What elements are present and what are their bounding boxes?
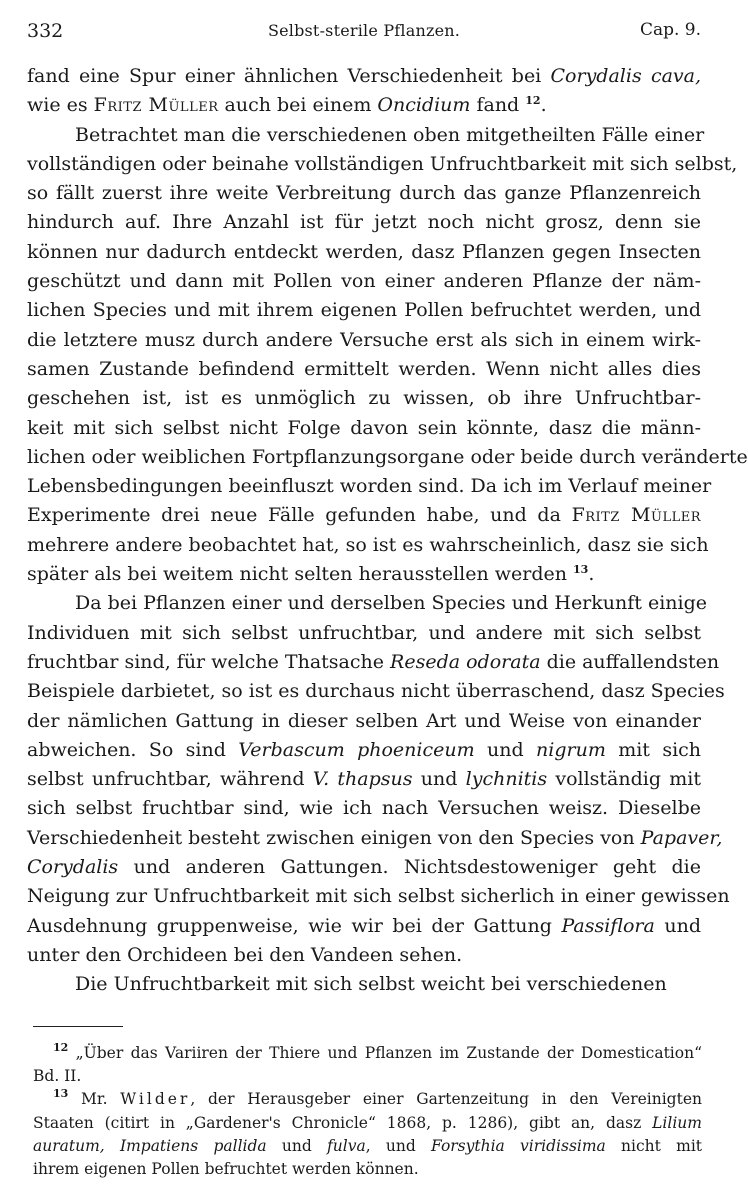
page-header [27,20,701,46]
text-run: . [540,94,547,117]
text-run: Individuen mit sich selbst unfruchtbar, und andere mit sich selbst [27,621,701,644]
text-run: unter den Orchideen bei den Vandeen sehen. [27,943,463,966]
text-run: , und [365,1136,432,1155]
text-run: lichen Species und mit ihrem eigenen Pollen befruchtet werden, und [27,299,701,322]
text-run: nicht mit [605,1136,703,1155]
text-run: Ausdehnung gruppenweise, wie wir bei der Gattung [27,914,562,937]
footnote-rule [33,1026,123,1027]
text-run: „Über das Variiren der Thiere und Pflanzen im Zustande der Domestication“ [68,1044,702,1062]
spaced-name: Wilder [120,1090,191,1109]
text-run: Experimente drei neue Fälle gefunden habe, und da [27,504,572,527]
body-line [27,882,730,911]
italic-text: lychnitis [465,768,548,791]
footnotes [33,1042,702,1181]
small-caps-name: Fritz Müller [571,504,701,527]
text-run: samen Zustande befindend ermittelt werden. Wenn nicht alles dies [27,357,701,380]
text-run: selbst unfruchtbar, während [27,768,313,791]
footnote-line [33,1042,702,1065]
text-run: auch bei einem [218,94,378,117]
footnote-line [33,1112,702,1135]
text-run: ihrem eigenen Pollen befruchtet werden können. [33,1159,419,1178]
text-run: Die Unfruchtbarkeit mit sich selbst weicht bei verschiedenen [75,973,667,996]
body-line [27,238,701,267]
body-line [27,531,709,560]
text-run: sich selbst fruchtbar sind, wie ich nach Versuchen weisz. Dieselbe [27,797,701,820]
text-run: Bd. II. [33,1067,82,1086]
body-line [27,414,701,443]
text-run: die letztere musz durch andere Versuche erst als sich in einem wirk- [27,328,701,351]
body-line [27,267,701,296]
body-line [27,443,748,472]
body-line [27,648,720,677]
text-run: können nur dadurch entdeckt werden, dasz Pflanzen gegen Insecten [27,240,701,263]
text-run: Beispiele darbietet, so ist es durchaus nicht überraschend, dasz Species [27,680,725,703]
footnote-marker: 12 [525,94,541,108]
chapter-label: Cap. 9. [639,20,701,40]
text-run: fand [470,94,526,117]
footnote-line [33,1135,702,1158]
footnote-line [33,1065,702,1088]
body-line [27,736,701,765]
page-number: 332 [27,20,64,42]
text-run: fruchtbar sind, für welche Thatsache [27,650,391,673]
footnote-marker: 13 [53,1087,69,1101]
italic-text: Corydalis cava, [550,65,702,87]
body-line [27,765,701,794]
small-caps-name: Fritz Müller [93,94,219,117]
italic-text: Verbascum phoeniceum [238,738,475,761]
text-run: so fällt zuerst ihre weite Verbreitung durch das ganze Pflanzenreich [27,182,701,205]
text-run: und anderen Gattungen. Nichtsdestoweniger geht die [118,856,701,879]
italic-text: Passiflora [561,914,655,937]
body-line [27,384,701,413]
italic-text: Reseda odorata [390,650,541,673]
text-run: Mr. [68,1090,121,1109]
text-run: Betrachtet man die verschiedenen oben mitgetheilten Fälle einer [75,123,705,146]
text-run: geschützt und dann mit Pollen von einer anderen Pflanze der näm- [27,270,701,293]
text-run: Lebensbedingungen beeinfluszt worden sind. Da ich im Verlauf meiner [27,475,712,498]
body-line [27,619,701,648]
footnote-line [33,1158,702,1181]
text-run: Verschiedenheit besteht zwischen einigen von den Species von [27,826,641,849]
body-line [27,62,701,91]
body-line [27,326,701,355]
body-line [27,179,701,208]
body-line [27,296,701,325]
footnote-marker: 13 [573,563,589,577]
text-run: vollständigen oder beinahe vollständigen Unfruchtbarkeit mit sich selbst, [27,152,738,175]
body-line [27,941,701,970]
footnote-line [33,1088,702,1111]
text-run: vollständig mit [547,768,701,791]
running-title: Selbst-sterile Pflanzen. [267,21,461,40]
text-run: der nämlichen Gattung in dieser selben Art und Weise von einander [27,709,701,732]
italic-text: Forsythia viridissima [431,1136,606,1155]
text-run: die auffallendsten [540,650,720,673]
italic-text: Papaver, [640,826,723,849]
text-run: Neigung zur Unfruchtbarkeit mit sich selbst sicherlich in einer gewissen [27,885,730,908]
text-run: keit mit sich selbst nicht Folge davon sein könnte, dasz die männ- [27,416,701,439]
body-line [27,707,701,736]
text-run: mehrere andere beobachtet hat, so ist es wahrscheinlich, dasz sie sich [27,533,709,556]
text-run: geschehen ist, ist es unmöglich zu wissen, ob ihre Unfruchtbar- [27,387,701,410]
italic-text: V. thapsus [312,768,413,791]
body-line [27,677,725,706]
body-line [27,912,701,941]
text-run: mit sich [605,738,702,761]
text-run: , der Herausgeber einer Gartenzeitung in den Vereinigten [190,1090,702,1109]
body-line [27,589,708,618]
body-line [27,472,712,501]
footnote-marker: 12 [53,1041,69,1054]
text-run: und [654,914,701,937]
italic-text: Corydalis [27,856,119,879]
text-run: später als bei weitem nicht selten herausstellen werden [27,563,574,586]
body-line [27,824,723,853]
body-line [27,91,701,120]
body-line [27,150,738,179]
italic-text: Lilium [652,1113,702,1132]
body-line [27,560,701,589]
body-line [27,501,701,530]
italic-text: auratum, Impatiens pallida [33,1136,267,1155]
text-run: abweichen. So sind [27,738,239,761]
body-line [27,121,705,150]
body-line [27,355,701,384]
text-run: und [412,768,466,791]
body-line [27,853,701,882]
text-run: . [588,563,595,586]
italic-text: Oncidium [377,94,471,117]
text-run: und [474,738,537,761]
text-run: und [266,1136,328,1155]
text-run: fand eine Spur einer ähnlichen Verschiedenheit bei [27,65,551,87]
text-run: hindurch auf. Ihre Anzahl ist für jetzt noch nicht grosz, denn sie [27,211,701,234]
text-run: Da bei Pflanzen einer und derselben Species und Herkunft einige [75,592,708,615]
body-line [27,794,701,823]
text-run: lichen oder weiblichen Fortpflanzungsorgane oder beide durch veränderte [27,445,748,468]
body-line [27,970,701,999]
body-line [27,208,701,237]
text-run: wie es [27,94,94,117]
italic-text: fulva [327,1136,366,1155]
italic-text: nigrum [536,738,606,761]
body-text [27,62,748,1000]
text-run: Staaten (citirt in „Gardener's Chronicle“ 1868, p. 1286), gibt an, dasz [33,1113,653,1132]
